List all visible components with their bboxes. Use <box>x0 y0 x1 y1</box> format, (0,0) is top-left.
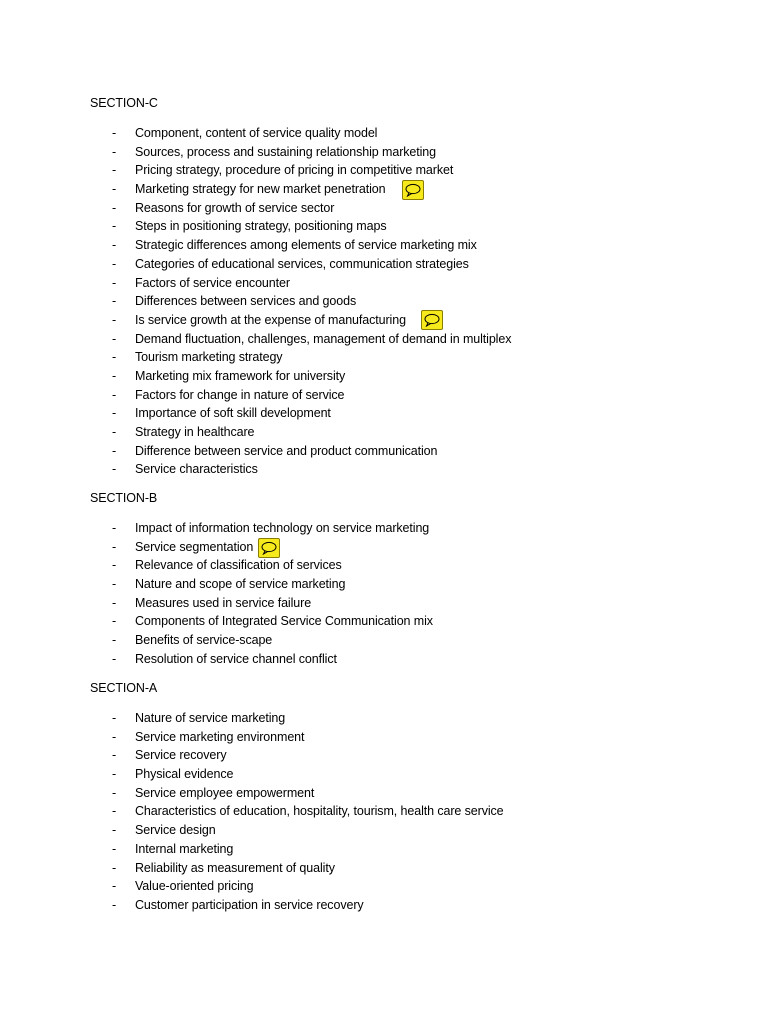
bullet-dash: - <box>112 350 117 365</box>
bullet-dash: - <box>112 767 117 782</box>
list-item <box>90 217 730 236</box>
list-item <box>90 821 730 840</box>
bullet-dash: - <box>112 729 117 744</box>
list-item-text: Strategy in healthcare <box>135 425 255 439</box>
bullet-dash: - <box>112 144 117 159</box>
comment-bubble-icon[interactable] <box>258 538 280 558</box>
list-item-text: Sources, process and sustaining relationship marketing <box>135 144 437 159</box>
bullet-dash: - <box>112 841 117 856</box>
list-item <box>90 896 730 915</box>
list-item-text: Nature and scope of service marketing <box>135 577 346 592</box>
bullet-dash: - <box>112 425 117 439</box>
list-item-text: Steps in positioning strategy, positioning maps <box>135 219 387 234</box>
bullet-dash: - <box>112 368 117 383</box>
bullet-dash: - <box>112 879 117 894</box>
list-item <box>90 784 730 803</box>
bullet-dash: - <box>112 275 117 290</box>
list-item-text: Pricing strategy, procedure of pricing in competitive market <box>135 163 454 178</box>
list-item-text: Service design <box>135 823 216 838</box>
list-item-text: Impact of information technology on service marketing <box>135 521 430 535</box>
list-item-text: Nature of service marketing <box>135 711 286 725</box>
bullet-dash: - <box>112 539 117 554</box>
list-item-text: Resolution of service channel conflict <box>135 651 337 666</box>
bullet-dash: - <box>112 558 117 573</box>
list-item-text: Differences between services and goods <box>135 294 357 309</box>
bullet-dash: - <box>112 126 117 140</box>
list-item-text: Service segmentation <box>135 539 254 554</box>
list-item <box>90 292 730 311</box>
section-heading: SECTION-C <box>90 96 158 110</box>
bullet-dash: - <box>112 462 117 477</box>
list-item <box>90 442 730 461</box>
bullet-dash: - <box>112 312 117 327</box>
bullet-dash: - <box>112 219 117 234</box>
list-item <box>90 199 730 218</box>
comment-bubble-glyph <box>405 183 421 197</box>
list-item-text: Service marketing environment <box>135 729 305 744</box>
list-item-text: Reliability as measurement of quality <box>135 860 335 875</box>
list-item <box>90 519 730 538</box>
list-item <box>90 859 730 878</box>
bullet-dash: - <box>112 785 117 800</box>
list-item-text: Demand fluctuation, challenges, management of demand in multiplex <box>135 331 512 346</box>
list-item <box>90 650 730 669</box>
bullet-dash: - <box>112 651 117 666</box>
bullet-dash: - <box>112 294 117 309</box>
list-item-text: Service recovery <box>135 748 227 763</box>
list-item-text: Factors of service encounter <box>135 275 290 290</box>
bullet-dash: - <box>112 406 117 421</box>
list-item-text: Components of Integrated Service Communication mix <box>135 614 433 629</box>
list-item-text: Strategic differences among elements of service marketing mix <box>135 238 477 253</box>
list-item <box>90 709 730 728</box>
list-item <box>90 161 730 180</box>
list-item-text: Difference between service and product communication <box>135 443 438 458</box>
list-item <box>90 746 730 765</box>
list-item <box>90 460 730 479</box>
comment-bubble-glyph <box>424 313 440 327</box>
bullet-dash: - <box>112 443 117 458</box>
list-item <box>90 386 730 405</box>
section-heading: SECTION-A <box>90 681 158 695</box>
list-item <box>90 348 730 367</box>
bullet-dash: - <box>112 748 117 763</box>
list-item <box>90 594 730 613</box>
bullet-dash: - <box>112 823 117 838</box>
bullet-dash: - <box>112 711 117 725</box>
section-c <box>90 95 730 479</box>
comment-bubble-glyph <box>261 541 277 555</box>
list-item-text: Marketing mix framework for university <box>135 368 346 383</box>
bullet-dash: - <box>112 595 117 610</box>
topic-list <box>90 519 730 669</box>
bullet-dash: - <box>112 521 117 535</box>
bullet-dash: - <box>112 860 117 875</box>
list-item <box>90 840 730 859</box>
comment-bubble-icon[interactable] <box>421 310 443 330</box>
list-item-text: Component, content of service quality model <box>135 126 378 140</box>
bullet-dash: - <box>112 200 117 215</box>
bullet-dash: - <box>112 633 117 648</box>
list-item-text: Measures used in service failure <box>135 595 312 610</box>
list-item-text: Internal marketing <box>135 841 234 856</box>
list-item <box>90 575 730 594</box>
list-item-text: Importance of soft skill development <box>135 406 331 421</box>
list-item <box>90 556 730 575</box>
list-item <box>90 255 730 274</box>
list-item-text: Characteristics of education, hospitality, tourism, health care service <box>135 804 504 819</box>
section-b <box>90 490 730 669</box>
list-item-text: Customer participation in service recovery <box>135 897 364 912</box>
list-item <box>90 236 730 255</box>
list-item <box>90 423 730 442</box>
section-a <box>90 680 730 915</box>
list-item <box>90 877 730 896</box>
list-item <box>90 538 730 557</box>
bullet-dash: - <box>112 577 117 592</box>
list-item-text: Benefits of service-scape <box>135 633 273 648</box>
bullet-dash: - <box>112 182 117 197</box>
list-item <box>90 631 730 650</box>
bullet-dash: - <box>112 331 117 346</box>
bullet-dash: - <box>112 256 117 271</box>
list-item <box>90 404 730 423</box>
list-item <box>90 143 730 162</box>
list-item-text: Is service growth at the expense of manufacturing <box>135 312 406 327</box>
list-item-text: Tourism marketing strategy <box>135 350 283 365</box>
bullet-dash: - <box>112 238 117 253</box>
topic-list <box>90 709 730 915</box>
list-item-text: Categories of educational services, communication strategies <box>135 256 469 271</box>
bullet-dash: - <box>112 387 117 402</box>
section-heading: SECTION-B <box>90 491 158 505</box>
comment-bubble-icon[interactable] <box>402 180 424 200</box>
list-item <box>90 802 730 821</box>
bullet-dash: - <box>112 614 117 629</box>
topic-list <box>90 124 730 479</box>
list-item-text: Marketing strategy for new market penetration <box>135 182 386 197</box>
list-item <box>90 612 730 631</box>
list-item-text: Value-oriented pricing <box>135 879 254 894</box>
bullet-dash: - <box>112 804 117 819</box>
list-item <box>90 728 730 747</box>
list-item <box>90 274 730 293</box>
list-item-text: Relevance of classification of services <box>135 558 342 573</box>
list-item <box>90 330 730 349</box>
list-item-text: Service characteristics <box>135 462 258 477</box>
list-item <box>90 367 730 386</box>
bullet-dash: - <box>112 163 117 178</box>
list-item <box>90 124 730 143</box>
list-item <box>90 765 730 784</box>
list-item-text: Factors for change in nature of service <box>135 387 345 402</box>
list-item-text: Reasons for growth of service sector <box>135 200 335 215</box>
list-item-text: Physical evidence <box>135 767 234 782</box>
bullet-dash: - <box>112 897 117 912</box>
list-item-text: Service employee empowerment <box>135 785 315 800</box>
list-item <box>90 311 730 330</box>
